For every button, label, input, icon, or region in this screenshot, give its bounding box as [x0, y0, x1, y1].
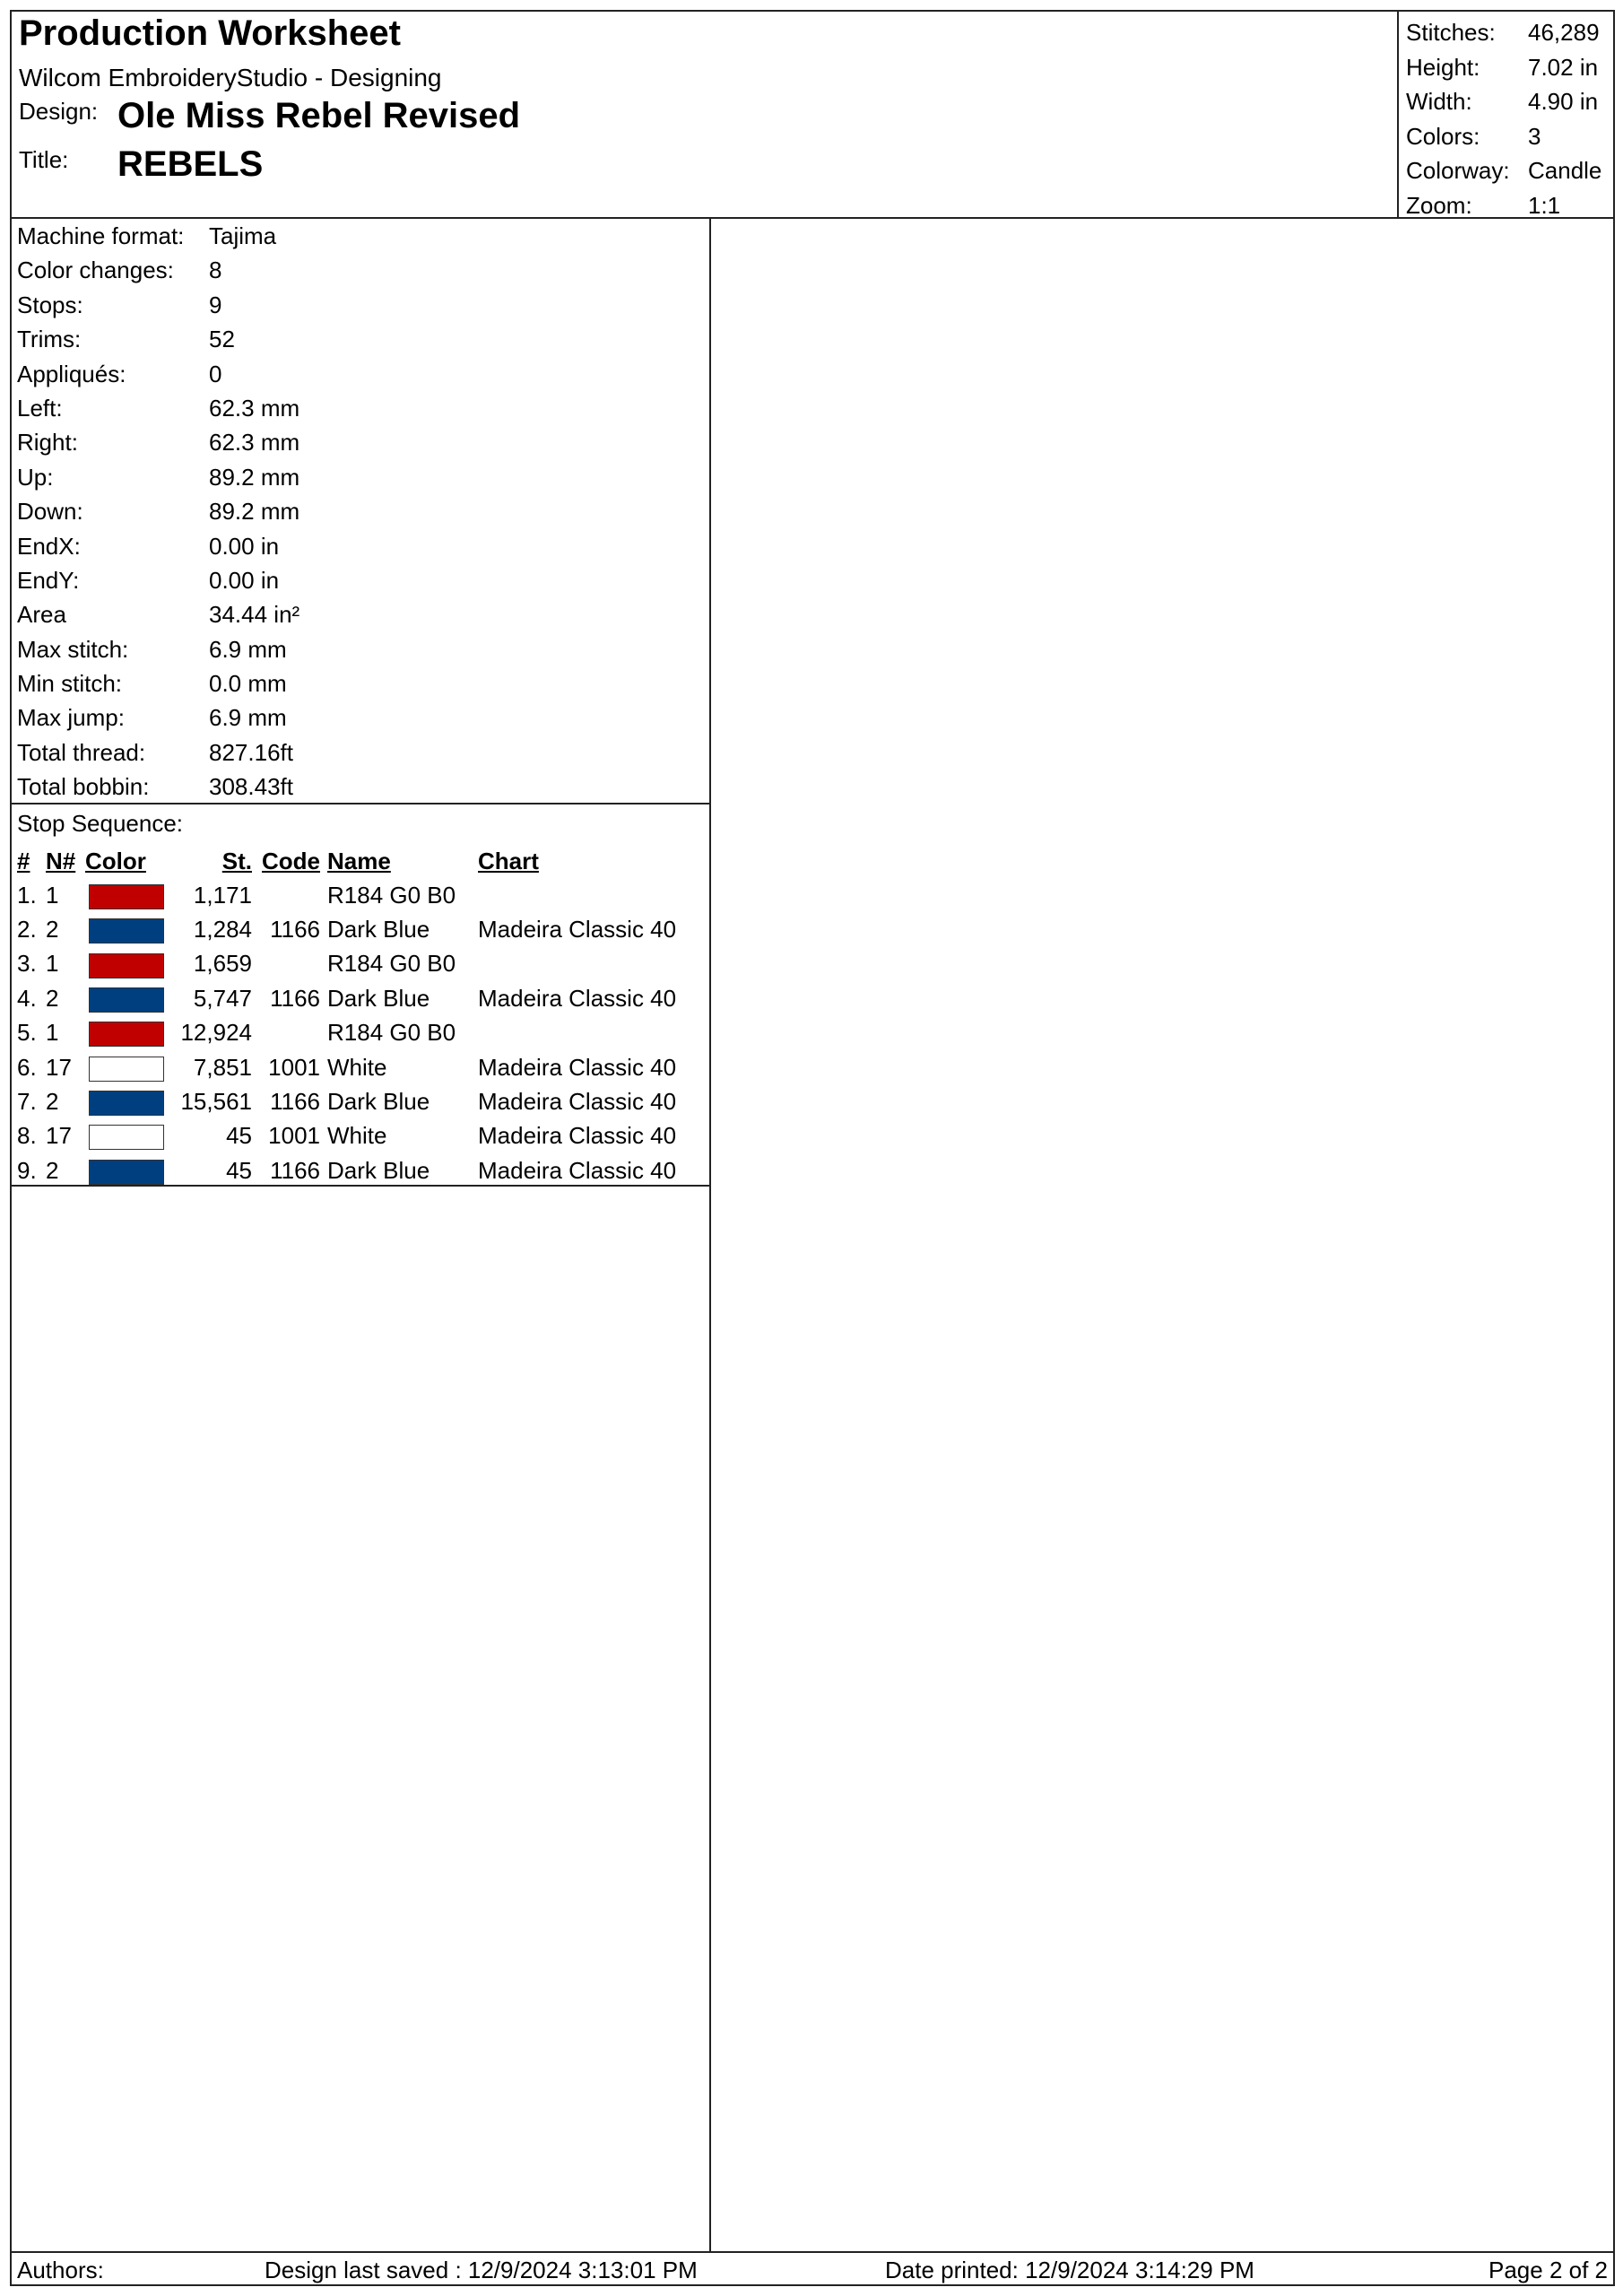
column-header: St.	[221, 847, 252, 874]
stitch-count: 5,747	[193, 984, 252, 1012]
property-value: 9	[209, 291, 222, 318]
thread-code: 1001	[268, 1122, 320, 1150]
property-value: 34.44 in²	[209, 601, 300, 629]
property-row	[12, 531, 709, 565]
stop-index: 1.	[17, 881, 37, 909]
stitch-count: 1,171	[193, 881, 252, 909]
thread-code: 1166	[270, 984, 320, 1012]
property-label: Down:	[17, 498, 83, 526]
table-row	[12, 878, 709, 912]
stop-index: 3.	[17, 950, 37, 978]
title-label: Title:	[19, 146, 69, 173]
stat-label: Width:	[1406, 88, 1472, 115]
thread-chart: Madeira Classic 40	[478, 984, 677, 1012]
property-value: 62.3 mm	[209, 429, 300, 457]
table-row	[12, 912, 709, 946]
authors-label: Authors:	[17, 2257, 104, 2283]
property-value: 89.2 mm	[209, 463, 300, 491]
property-value: 308.43ft	[209, 773, 293, 801]
property-value: 8	[209, 257, 222, 284]
property-row	[12, 737, 709, 771]
table-row	[12, 1119, 709, 1153]
property-row	[12, 290, 709, 324]
page-number: Page 2 of 2	[1488, 2257, 1608, 2283]
property-label: Up:	[17, 463, 54, 491]
stitch-count: 1,284	[193, 916, 252, 944]
stat-label: Stitches:	[1406, 19, 1496, 46]
table-header-row	[12, 844, 709, 878]
stat-label: Height:	[1406, 53, 1480, 81]
stitch-count: 45	[226, 1122, 252, 1150]
thread-code: 1166	[270, 1088, 320, 1116]
worksheet-header	[12, 12, 1613, 219]
color-swatch	[89, 1057, 164, 1082]
thread-code	[254, 947, 327, 981]
property-row	[12, 599, 709, 633]
property-value: 89.2 mm	[209, 498, 300, 526]
property-value: 6.9 mm	[209, 635, 287, 663]
column-header: Code	[262, 847, 320, 874]
thread-code: 1166	[270, 1156, 320, 1184]
property-row	[12, 221, 709, 255]
stop-sequence-table	[12, 844, 709, 1188]
color-swatch	[89, 1125, 164, 1150]
stat-value: 3	[1528, 122, 1541, 150]
property-label: Color changes:	[17, 257, 174, 284]
needle-number: 2	[46, 1156, 59, 1184]
property-value: Tajima	[209, 222, 277, 249]
property-label: Total thread:	[17, 738, 146, 766]
stop-index: 4.	[17, 984, 37, 1012]
left-column	[12, 219, 711, 2251]
property-label: Left:	[17, 394, 63, 422]
stat-value: 1:1	[1528, 191, 1561, 219]
worksheet-footer	[12, 2251, 1613, 2284]
property-row	[12, 393, 709, 427]
table-row	[12, 1153, 709, 1187]
stat-label: Colorway:	[1406, 157, 1510, 184]
property-label: Right:	[17, 429, 78, 457]
property-row	[12, 462, 709, 496]
stat-value: 4.90 in	[1528, 88, 1599, 115]
stitch-count: 45	[226, 1156, 252, 1184]
design-stats	[1397, 12, 1613, 217]
thread-name: R184 G0 B0	[327, 950, 456, 978]
thread-name: White	[327, 1122, 387, 1150]
property-row	[12, 634, 709, 668]
color-swatch	[89, 1160, 164, 1185]
stat-label: Zoom:	[1406, 191, 1472, 219]
property-label: Appliqués:	[17, 360, 126, 387]
color-cell	[83, 981, 166, 1015]
design-title: REBELS	[117, 144, 264, 184]
thread-chart: Madeira Classic 40	[478, 1156, 677, 1184]
stitch-count: 12,924	[180, 1019, 252, 1047]
stop-index: 9.	[17, 1156, 37, 1184]
thread-chart: Madeira Classic 40	[478, 916, 677, 944]
property-label: EndX:	[17, 532, 81, 560]
stat-row	[1399, 84, 1613, 119]
property-label: Area	[17, 601, 66, 629]
thread-name: R184 G0 B0	[327, 1019, 456, 1047]
design-name: Ole Miss Rebel Revised	[117, 96, 521, 135]
thread-code	[254, 1016, 327, 1050]
color-cell	[83, 912, 166, 946]
stat-row	[1399, 119, 1613, 154]
thread-name: Dark Blue	[327, 916, 430, 944]
property-label: Total bobbin:	[17, 773, 150, 801]
stat-row	[1399, 188, 1613, 223]
color-cell	[83, 1153, 166, 1187]
color-swatch	[89, 1022, 164, 1047]
thread-name: Dark Blue	[327, 1088, 430, 1116]
color-cell	[83, 878, 166, 912]
needle-number: 1	[46, 950, 59, 978]
stop-index: 2.	[17, 916, 37, 944]
column-header: N#	[46, 847, 76, 874]
stop-index: 7.	[17, 1088, 37, 1116]
property-row	[12, 427, 709, 461]
stitch-count: 15,561	[180, 1088, 252, 1116]
property-value: 0.00 in	[209, 532, 280, 560]
property-row	[12, 771, 709, 805]
thread-name: Dark Blue	[327, 1156, 430, 1184]
page-title: Production Worksheet	[19, 13, 401, 53]
color-swatch	[89, 1091, 164, 1116]
property-label: Max jump:	[17, 704, 125, 732]
property-label: Min stitch:	[17, 670, 123, 698]
stop-index: 8.	[17, 1122, 37, 1150]
app-name: Wilcom EmbroideryStudio - Designing	[19, 64, 442, 91]
property-value: 0	[209, 360, 222, 387]
property-value: 0.0 mm	[209, 670, 287, 698]
color-swatch	[89, 918, 164, 944]
last-saved: Design last saved : 12/9/2024 3:13:01 PM	[265, 2257, 698, 2283]
design-label: Design:	[19, 98, 99, 125]
property-row	[12, 668, 709, 702]
property-row	[12, 324, 709, 358]
thread-name: Dark Blue	[327, 984, 430, 1012]
stitch-count: 1,659	[193, 950, 252, 978]
stop-sequence	[12, 806, 709, 1187]
property-label: Trims:	[17, 326, 82, 353]
needle-number: 1	[46, 881, 59, 909]
thread-code: 1001	[268, 1053, 320, 1081]
thread-chart	[478, 947, 709, 981]
property-value: 827.16ft	[209, 738, 293, 766]
worksheet-frame	[10, 10, 1615, 2286]
stop-sequence-title: Stop Sequence:	[17, 810, 184, 837]
table-row	[12, 947, 709, 981]
color-cell	[83, 1016, 166, 1050]
stat-value: 7.02 in	[1528, 53, 1599, 81]
stat-row	[1399, 15, 1613, 50]
property-value: 0.00 in	[209, 566, 280, 594]
color-cell	[83, 1050, 166, 1084]
color-cell	[83, 1119, 166, 1153]
stop-index: 5.	[17, 1019, 37, 1047]
stat-value: Candle	[1528, 157, 1602, 184]
property-row	[12, 565, 709, 599]
table-row	[12, 1050, 709, 1084]
needle-number: 2	[46, 916, 59, 944]
thread-code	[254, 878, 327, 912]
needle-number: 17	[46, 1122, 72, 1150]
date-printed: Date printed: 12/9/2024 3:14:29 PM	[885, 2257, 1254, 2283]
stat-label: Colors:	[1406, 122, 1480, 150]
needle-number: 2	[46, 1088, 59, 1116]
thread-name: R184 G0 B0	[327, 881, 456, 909]
stop-index: 6.	[17, 1053, 37, 1081]
column-header: Name	[327, 847, 391, 874]
thread-chart: Madeira Classic 40	[478, 1122, 677, 1150]
needle-number: 2	[46, 984, 59, 1012]
color-cell	[83, 1084, 166, 1118]
property-label: Max stitch:	[17, 635, 129, 663]
property-label: EndY:	[17, 566, 80, 594]
needle-number: 1	[46, 1019, 59, 1047]
thread-name: White	[327, 1053, 387, 1081]
stitch-count: 7,851	[193, 1053, 252, 1081]
thread-chart	[478, 1016, 709, 1050]
property-value: 62.3 mm	[209, 394, 300, 422]
column-header: #	[17, 847, 30, 874]
stat-row	[1399, 153, 1613, 188]
table-row	[12, 1016, 709, 1050]
property-row	[12, 496, 709, 530]
table-row	[12, 981, 709, 1015]
column-header: Color	[85, 847, 146, 874]
stop-sequence-body	[12, 878, 709, 1188]
property-row	[12, 255, 709, 289]
stat-value: 46,289	[1528, 19, 1600, 46]
property-row	[12, 702, 709, 736]
property-label: Stops:	[17, 291, 83, 318]
property-label: Machine format:	[17, 222, 185, 249]
property-row	[12, 359, 709, 393]
color-swatch	[89, 884, 164, 909]
design-properties	[12, 219, 709, 804]
thread-chart	[478, 878, 709, 912]
column-header: Chart	[478, 847, 539, 874]
property-value: 52	[209, 326, 235, 353]
needle-number: 17	[46, 1053, 72, 1081]
thread-code: 1166	[270, 916, 320, 944]
color-swatch	[89, 987, 164, 1013]
color-cell	[83, 947, 166, 981]
stat-row	[1399, 50, 1613, 85]
property-value: 6.9 mm	[209, 704, 287, 732]
table-row	[12, 1084, 709, 1118]
thread-chart: Madeira Classic 40	[478, 1053, 677, 1081]
color-swatch	[89, 953, 164, 978]
thread-chart: Madeira Classic 40	[478, 1088, 677, 1116]
